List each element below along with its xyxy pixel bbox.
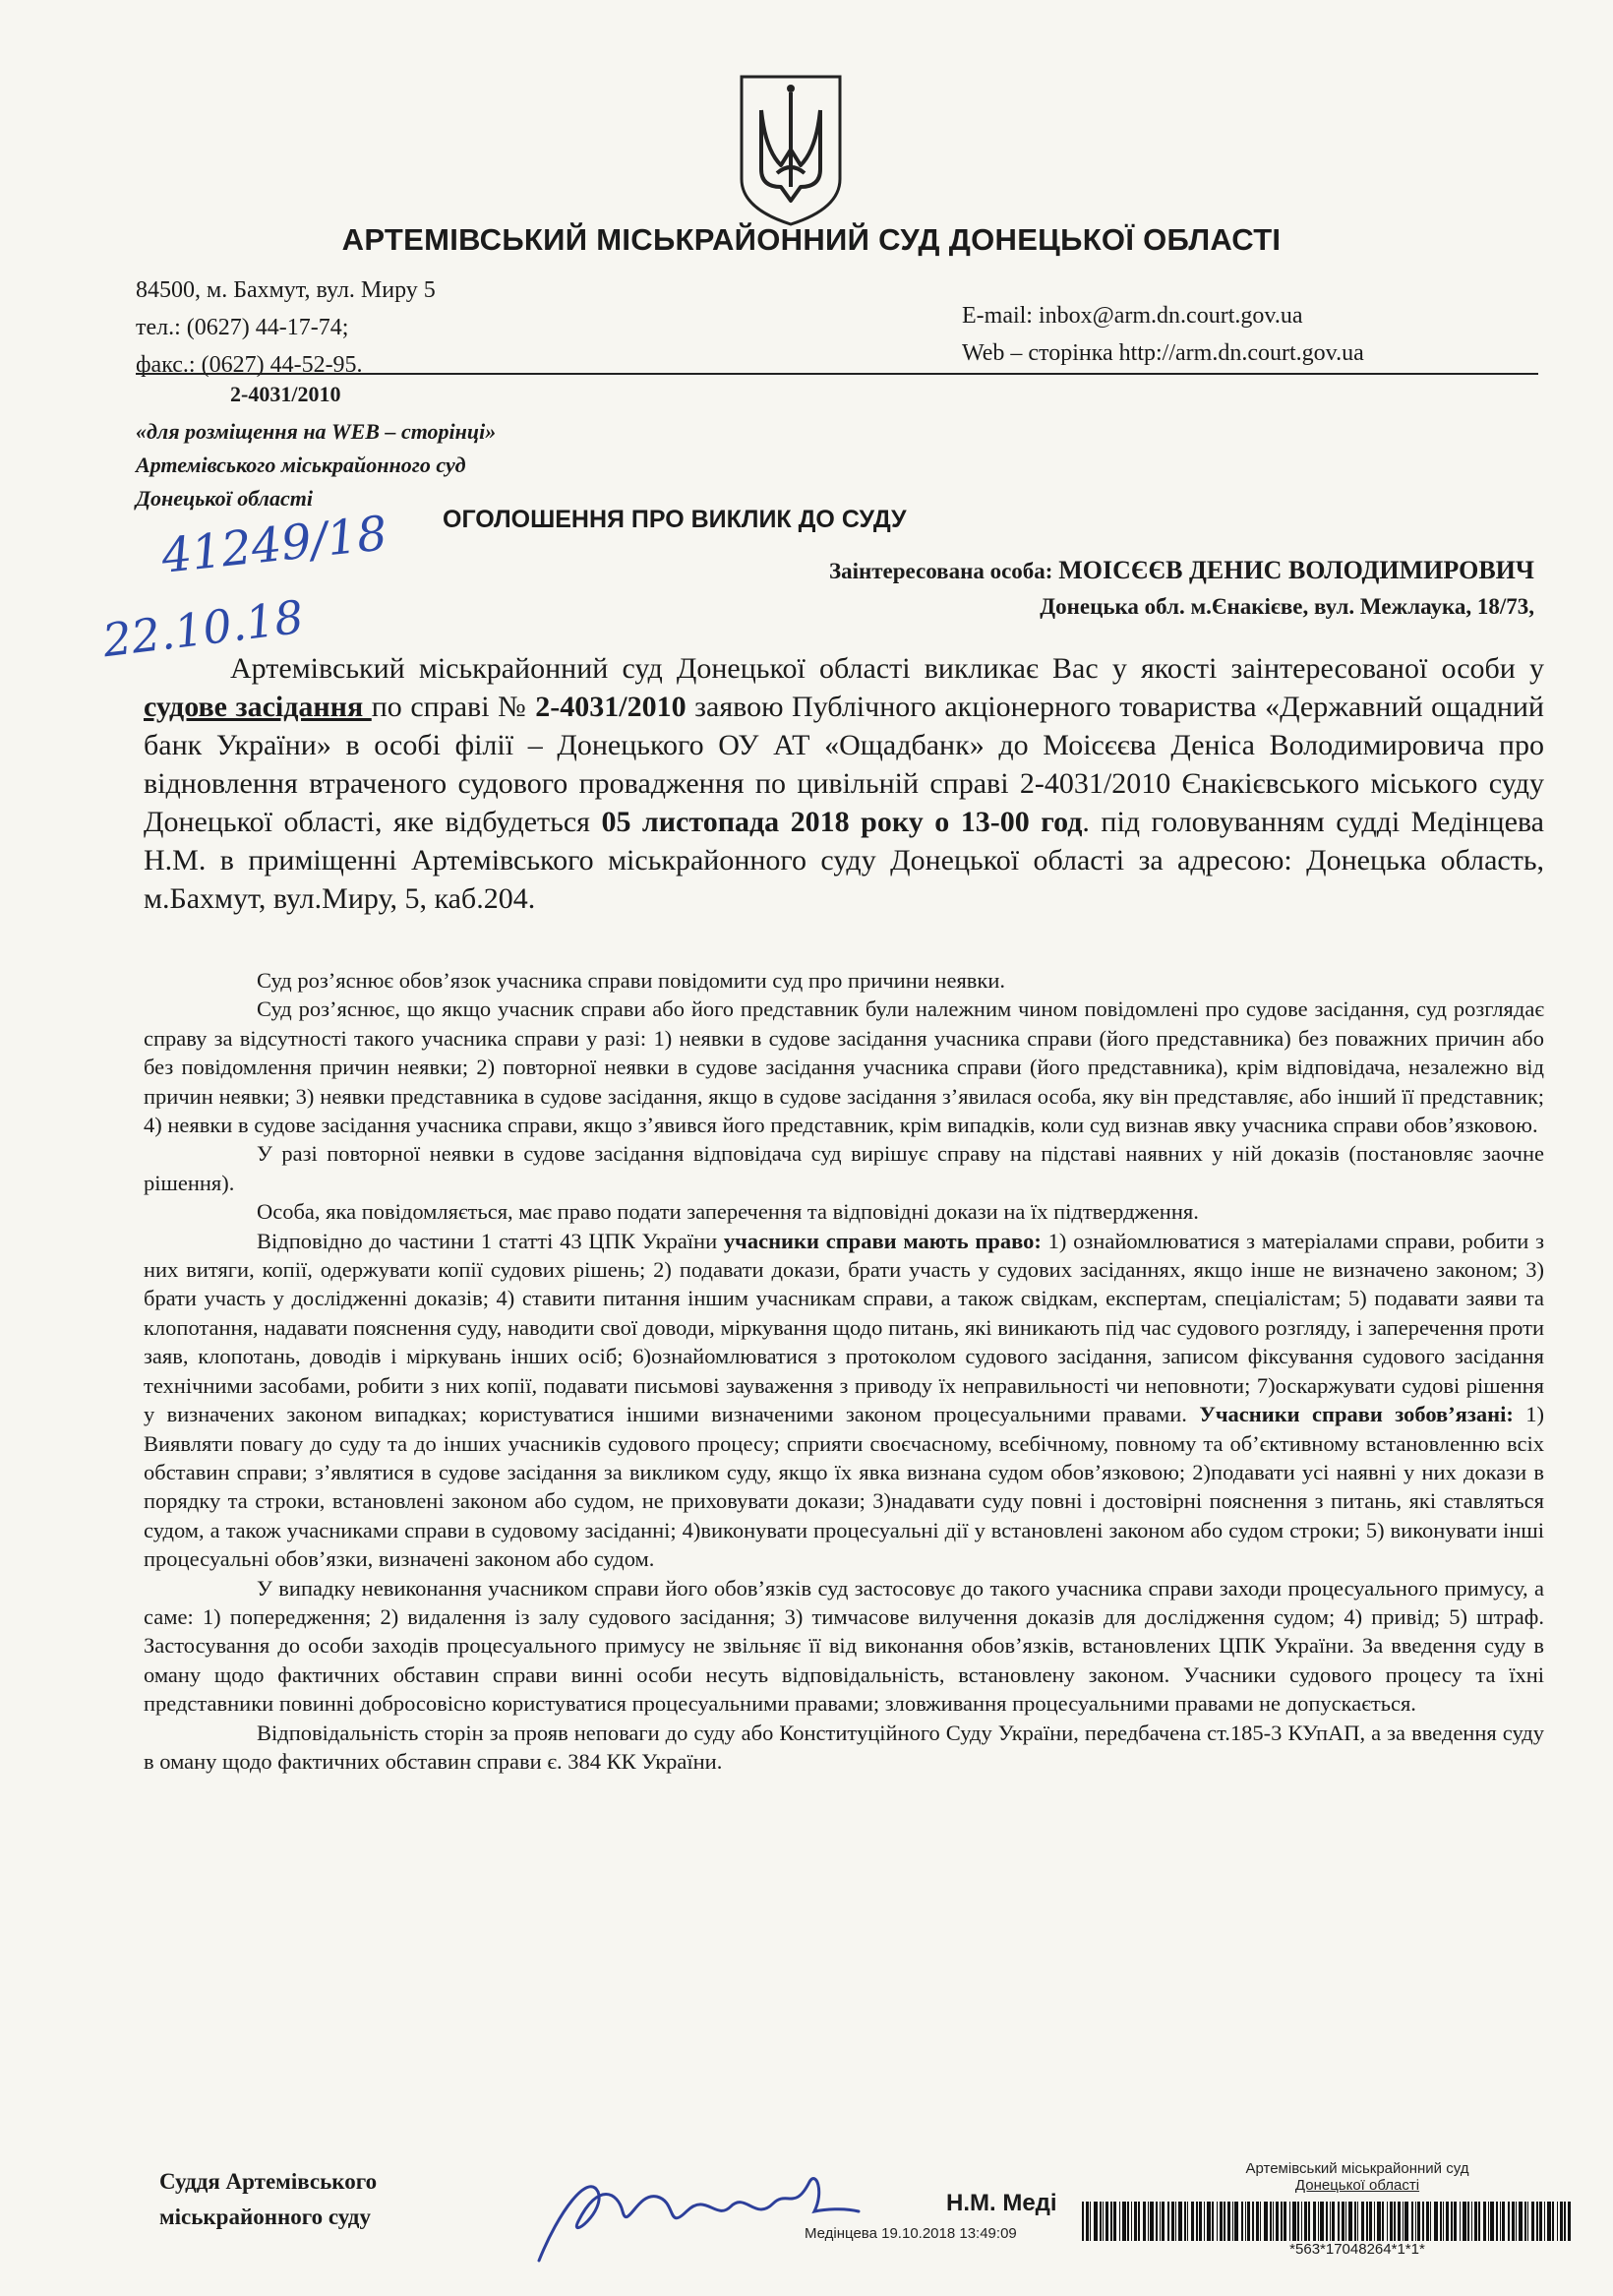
rights-explanation <box>144 966 1544 1776</box>
interested-party <box>688 553 1534 625</box>
court-address: 84500, м. Бахмут, вул. Миру 5 <box>136 277 436 303</box>
paragraph: Відповідальність сторін за прояв неповаги до суду або Конституційного Суду України, передбачена ст.185-3 КУпАП, а за введення суду в оману щодо фактичних обставин справи є. 384 КК України. <box>144 1720 1544 1774</box>
coat-of-arms-icon <box>736 71 846 228</box>
court-phone: тел.: (0627) 44-17-74; <box>136 315 349 340</box>
court-contacts <box>136 272 436 384</box>
paragraph: У випадку невиконання учасником справи його обов’язків суд застосовує до такого учасника справи заходи процесуального примусу, а саме: 1) попередження; 2) видалення із залу судового засідання; 3) тимчасове вилучення доказів для дослідження судом; 4) привід; 5) штраф. Застосування до особи заходів процесуального примусу не звільняє її від виконання обов’язків, встановлених ЦПК України. За введення суду в оману щодо фактичних обставин справи винні особи несуть відповідальність, встановлену законом. Учасники судового процесу та їхні представники повинні добросовісно користуватися процесуальними правами; зловживання процесуальними правами не допускається. <box>144 1575 1544 1717</box>
hearing-date: 05 листопада 2018 року о 13-00 год <box>601 806 1083 838</box>
court-online <box>962 297 1364 372</box>
lead-case-number: 2-4031/2010 <box>535 691 687 723</box>
summons-paragraph: Артемівський міськрайонний суд Донецької області викликає Вас у якості заінтересованої особи у судове засідання по справі № 2-4031/2010 заявою Публічного акціонерного товариства «Державний ощадний банк України» в особі філії – Донецького ОУ АТ «Ощадбанк» до Моісєєва Деніса Володимировича про відновлення втраченого судового провадження по цивільній справі 2-4031/2010 Єнакієвського міського суду Донецької області, яке відбудеться 05 листопада 2018 року о 13-00 год. під головуванням судді Медінцева Н.М. в приміщенні Артемівського міськрайонного суду Донецької області за адресою: Донецька область, м.Бахмут, вул.Миру, 5, каб.204. <box>144 652 1544 915</box>
hearing-term: судове засідання <box>144 691 372 723</box>
party-label: Заінтересована особа: <box>828 559 1053 583</box>
court-fax: факс.: (0627) 44-52-95. <box>136 352 363 378</box>
court-title: АРТЕМІВСЬКИЙ МІСЬКРАЙОННИЙ СУД ДОНЕЦЬКОЇ ОБЛАСТІ <box>341 222 1282 257</box>
notice-title: ОГОЛОШЕННЯ ПРО ВИКЛИК ДО СУДУ <box>443 506 907 533</box>
case-number: 2-4031/2010 <box>230 382 341 406</box>
court-email: E-mail: inbox@arm.dn.court.gov.ua <box>962 303 1303 329</box>
paragraph: Суд роз’яснює, що якщо учасник справи або його представник були належним чином повідомлені про судове засідання, суд розглядає справу за відсутності такого учасника справи у разі: 1) неявки в судове засідання учасника справи (його представника) без поважних причин або без повідомлення причин неявки; 2) повторної неявки в судове засідання учасника справи (його представника), крім відповідача, незалежно від причин неявки; 3) неявки представника в судове засідання, якщо в судове засідання з’явилася особа, яку він представляє, або інший її представник; 4) неявки в судове засідання учасника справи, якщо з’явився його представник, крім випадків, коли суд визнав явку учасника справи обов’язковою. <box>144 997 1544 1138</box>
handwritten-registration-number: 41249/18 <box>158 506 390 584</box>
paragraph: Суд роз’яснює обов’язок учасника справи повідомити суд про причини неявки. <box>257 968 1006 993</box>
paragraph: Відповідно до частини 1 статті 43 ЦПК України учасники справи мають право: 1) ознайомлюватися з матеріалами справи, робити з них витяги, копії, одержувати копії судових рішень; 2) подавати докази, брати участь у судових засіданнях, якщо інше не визначено законом; 3) брати участь у дослідженні доказів; 4) ставити питання іншим учасникам справи, а також свідкам, експертам, спеціалістам; 5) подавати заяви та клопотання, надавати пояснення суду, наводити свої доводи, міркування щодо питань, які виникають під час судового розгляду, і заперечення проти заяв, клопотань, доводів і міркувань інших осіб; 6)ознайомлюватися з протоколом судового засідання, записом фіксування судового засідання технічними засобами, робити з них копії, подавати письмові зауваження з приводу їх неправильності чи неповноти; 7)оскаржувати судові рішення у визначених законом випадках; користуватися іншими визначеними законом процесуальними правами. Учасники справи зобов’язані: 1) Виявляти повагу до суду та до інших учасників судового процесу; сприяти своєчасному, всебічному, повному та об’єктивному встановленню всіх обставин справи; з’являтися в судове засідання за викликом суду, якщо їх явка визнана судом обов’язковою; 2)подавати усі наявні у них докази в порядку та строки, встановлені законом або судом, не приховувати докази; 3)надавати суду повні і достовірні пояснення з питань, які ставляться судом, а також учасниками справи в судовому засіданні; 4)виконувати процесуальні дії у встановлені законом або судом строки; 5) виконувати інші процесуальні обов’язки, визначені законом або судом. <box>144 1228 1544 1572</box>
party-name: МОІСЄЄВ ДЕНИС ВОЛОДИМИРОВИЧ <box>1058 556 1534 584</box>
handwritten-signature <box>529 2152 864 2270</box>
judge-title: Суддя Артемівського міськрайонного суду <box>159 2169 378 2229</box>
web-publication-note: «для розміщення на WEB – сторінці» Артемівського міськрайонного суд Донецької області <box>136 419 497 511</box>
paragraph: У разі повторної неявки в судове засідання відповідача суд вирішує справу на підставі наявних у ній доказів (постановляє заочне рішення). <box>144 1141 1544 1195</box>
handwritten-date: 22.10.18 <box>99 589 307 668</box>
judge-name: Н.М. Меді <box>946 2190 1057 2216</box>
barcode-icon <box>1082 2202 1574 2241</box>
court-website: Web – сторінка http://arm.dn.court.gov.ua <box>962 340 1364 366</box>
header-divider <box>136 373 1538 375</box>
barcode-text: *563*17048264*1*1* <box>1289 2241 1425 2258</box>
e-signature-stamp: Медінцева 19.10.2018 13:49:09 <box>805 2225 1017 2242</box>
party-address: Донецька обл. м.Єнакієве, вул. Межлаука, 18/73, <box>1040 594 1534 619</box>
paragraph: Особа, яка повідомляється, має право подати заперечення та відповідні докази на їх підтвердження. <box>257 1199 1199 1225</box>
registration-stamp: Артемівський міськрайонний суд Донецької області <box>1245 2160 1469 2194</box>
